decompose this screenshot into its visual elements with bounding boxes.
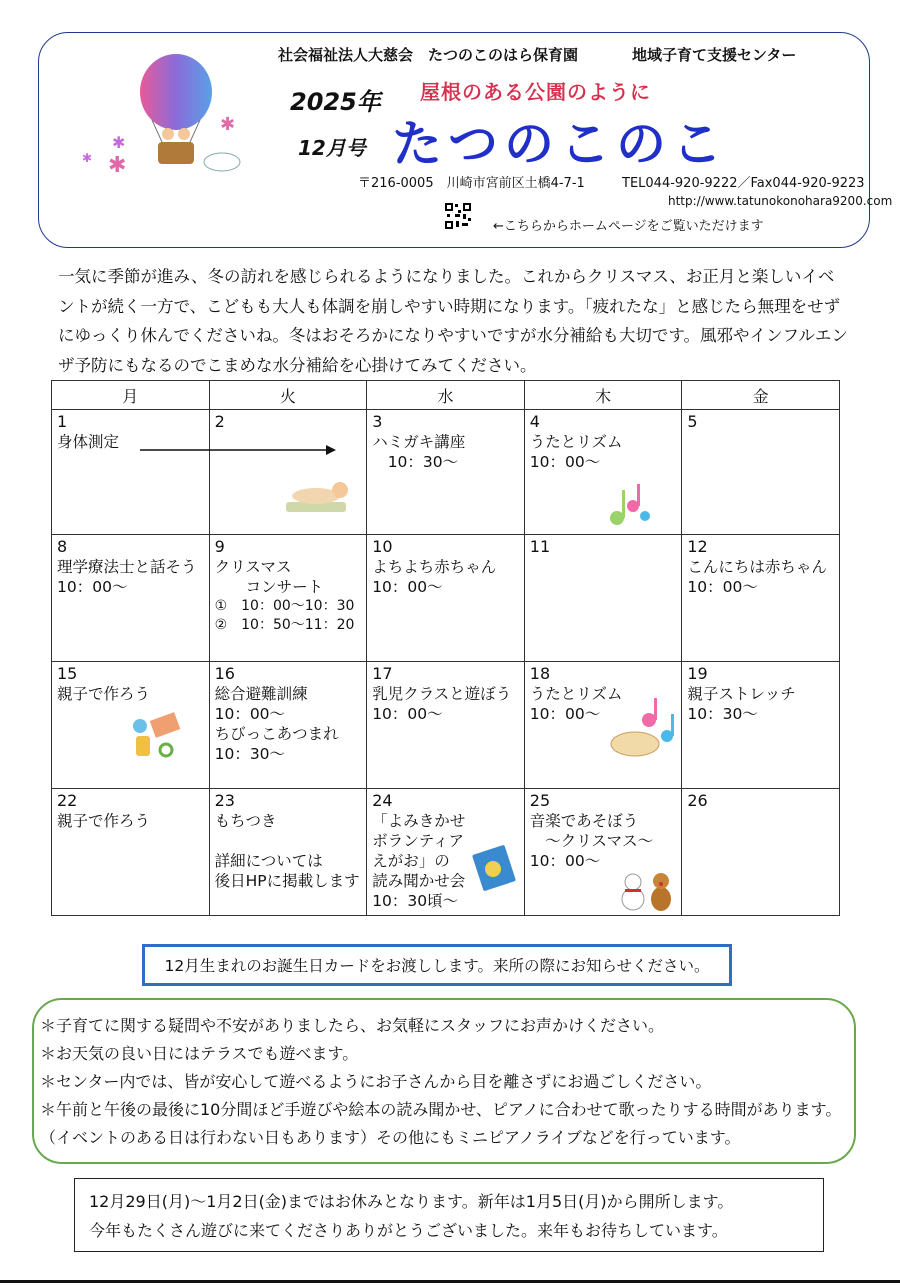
calendar-day [209, 410, 367, 535]
day-number: 25 [529, 791, 551, 810]
holiday-line: 12月29日(月)～1月2日(金)まではお休みとなります。新年は1月5日(月)から開所します。 [89, 1192, 734, 1211]
note-item: ＊午前と午後の最後に10分間ほど手遊びや絵本の読み聞かせ、ピアノに合わせて歌ったりする時間があります。（イベントのある日は行わない日もあります）その他にもミニピアノライブなどを行っています。 [40, 1100, 842, 1147]
org-name: 社会福祉法人大慈会 たつのこのはら保育園 [278, 46, 579, 64]
event-text: うたとリズム 10：00～ [529, 433, 623, 471]
birthday-notice: 12月生まれのお誕生日カードをお渡しします。来所の際にお知らせください。 [142, 944, 732, 986]
day-number: 19 [687, 664, 708, 683]
issue-month: 12月号 [298, 136, 366, 160]
day-number: 10 [372, 537, 393, 556]
svg-text:✱: ✱ [82, 151, 93, 165]
calendar-day [524, 789, 682, 916]
day-number: 5 [687, 412, 698, 431]
calendar-day [682, 789, 840, 916]
event-calendar [51, 380, 840, 916]
calendar-day [209, 662, 367, 789]
day-number: 15 [57, 664, 78, 683]
svg-text:✱: ✱ [220, 114, 236, 135]
snowman-reindeer-icon [617, 865, 679, 915]
calendar-day [52, 535, 210, 662]
address: 〒216-0005 川崎市宮前区土橋4-7-1 [358, 176, 585, 191]
weekday-header: 水 [367, 381, 525, 410]
phone-fax: TEL044-920-9222／Fax044-920-9223 [622, 176, 865, 191]
day-number: 2 [214, 412, 225, 431]
event-text: 理学療法士と話そう 10：00～ [57, 558, 197, 596]
calendar-day [209, 535, 367, 662]
event-text: よちよち赤ちゃん 10：00～ [372, 558, 497, 596]
website-url[interactable]: http://www.tatunokonohara9200.com [668, 194, 893, 208]
page-bottom-rule [0, 1280, 900, 1283]
tambourine-music-icon [609, 698, 679, 762]
event-text: もちつき 詳細については 後日HPに掲載します [214, 812, 360, 890]
center-name: 地域子育て支援センター [632, 46, 797, 64]
event-text: 音楽であそぼう ～クリスマス～ 10：00～ [529, 812, 654, 870]
newsletter-title: たつのこのこ [392, 115, 728, 173]
calendar-day [524, 662, 682, 789]
event-text: 身体測定 [57, 433, 120, 451]
calendar-day [367, 789, 525, 916]
day-number: 1 [57, 412, 68, 431]
qr-code-icon[interactable] [444, 202, 472, 230]
intro-paragraph: 一気に季節が進み、冬の訪れを感じられるようになりました。これからクリスマス、お正月と楽しいイベントが続く一方で、こどもも大人も体調を崩しやすい時期になります。「疲れたな」と感じたら無理をせずにゆっくり休んでくださいね。冬はおそろかになりやすいですが水分補給も大切です。風邪やインフルエンザ予防にもなるのでこまめな水分補給を心掛けてみてください。 [58, 267, 848, 375]
calendar-day [52, 662, 210, 789]
event-detail: ① 10：00～10：30 ② 10：50～11：20 [214, 598, 355, 633]
day-number: 17 [372, 664, 393, 683]
calendar-day [682, 662, 840, 789]
svg-text:✱: ✱ [112, 133, 126, 152]
day-number: 4 [529, 412, 540, 431]
event-text: クリスマス コンサート [214, 558, 324, 596]
event-text: 乳児クラスと遊ぼう 10：00～ [372, 685, 512, 723]
calendar-day [367, 535, 525, 662]
note-item: ＊子育てに関する疑問や不安がありましたら、お気軽にスタッフにお声かけください。 [40, 1016, 665, 1035]
day-number: 26 [687, 791, 708, 810]
event-text: こんにちは赤ちゃん 10：00～ [687, 558, 827, 596]
svg-text:✱: ✱ [108, 153, 127, 178]
holiday-line: 今年もたくさん遊びに来てくださりありがとうございました。来年もお待ちしています。 [89, 1221, 728, 1240]
weekday-header: 金 [682, 381, 840, 410]
notes-list [40, 1012, 848, 1152]
day-number: 16 [214, 664, 235, 683]
calendar-day [524, 410, 682, 535]
calendar-day [524, 535, 682, 662]
weekday-header: 火 [209, 381, 367, 410]
day-number: 11 [529, 537, 551, 556]
music-note-icon [605, 482, 653, 528]
event-text: 総合避難訓練 10：00～ ちびっこあつまれ 10：30～ [214, 685, 339, 763]
craft-supplies-icon [128, 712, 188, 762]
calendar-day [682, 535, 840, 662]
picture-book-icon [471, 843, 521, 893]
day-number: 9 [214, 537, 225, 556]
day-number: 8 [57, 537, 68, 556]
day-number: 22 [57, 791, 78, 810]
day-number: 12 [687, 537, 708, 556]
holiday-notice [74, 1178, 824, 1252]
calendar-day [52, 789, 210, 916]
baby-on-scale-icon [282, 476, 354, 516]
event-text: 親子ストレッチ 10：30～ [687, 685, 796, 723]
event-text: 「よみきかせ ボランティア えがお」の 読み聞かせ会 10：30頃～ [372, 812, 466, 910]
day-number: 18 [529, 664, 551, 683]
calendar-day [682, 410, 840, 535]
calendar-day [209, 789, 367, 916]
weekday-header: 月 [52, 381, 210, 410]
calendar-day [367, 410, 525, 535]
weekday-header: 木 [524, 381, 682, 410]
event-text: うたとリズム 10：00～ [529, 685, 623, 723]
slogan: 屋根のある公園のように [420, 80, 651, 104]
event-text: 親子で作ろう [57, 685, 151, 703]
issue-year: 2025年 [290, 88, 381, 116]
note-item: ＊センター内では、皆が安心して遊べるようにお子さんから目を離さずにお過ごしください。 [40, 1072, 712, 1091]
note-item: ＊お天気の良い日にはテラスでも遊べます。 [40, 1044, 359, 1063]
day-number: 3 [372, 412, 383, 431]
calendar-day [367, 662, 525, 789]
day-number: 24 [372, 791, 393, 810]
calendar-day [52, 410, 210, 535]
homepage-note: ←こちらからホームページをご覧いただけます [493, 219, 764, 234]
event-text: 親子で作ろう [57, 812, 151, 830]
event-text: ハミガキ講座 10：30～ [372, 433, 466, 471]
hot-air-balloon-illustration [72, 50, 272, 180]
day-number: 23 [214, 791, 235, 810]
